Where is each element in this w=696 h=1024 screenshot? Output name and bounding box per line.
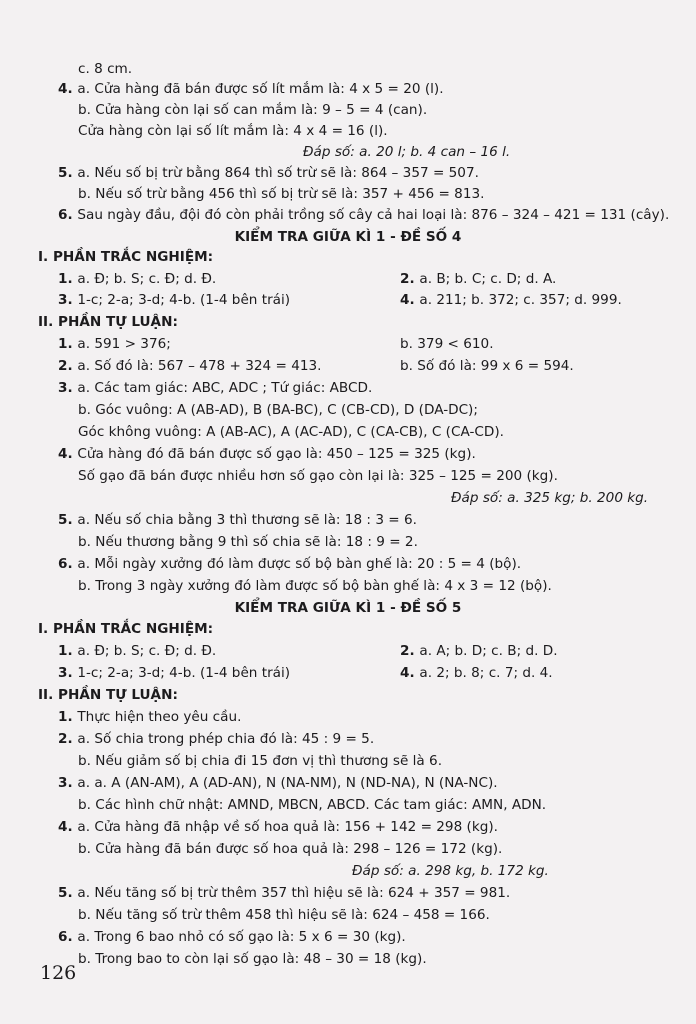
answer-line <box>58 664 290 682</box>
answer-line <box>78 185 484 203</box>
answer-line <box>78 533 418 551</box>
answer-line <box>38 313 178 331</box>
item-number: 2. <box>400 643 420 659</box>
answer-line <box>58 511 417 529</box>
answer-line <box>58 642 216 660</box>
answer-line <box>78 401 478 419</box>
answer-text: Số gạo đã bán được nhiều hơn số gạo còn lại là: 325 – 125 = 200 (kg). <box>78 468 558 484</box>
answer-text: b. Cửa hàng đã bán được số hoa quả là: 298 – 126 = 172 (kg). <box>78 841 503 857</box>
answer-text: a. Mỗi ngày xưởng đó làm được số bộ bàn ghế là: 20 : 5 = 4 (bộ). <box>77 556 522 572</box>
answer-line <box>38 248 213 266</box>
answer-text: b. Các hình chữ nhật: AMND, MBCN, ABCD. Các tam giác: AMN, ADN. <box>78 797 547 813</box>
answer-text: a. Cửa hàng đã bán được số lít mắm là: 4 x 5 = 20 (l). <box>77 81 444 97</box>
item-number: 4. <box>400 292 420 308</box>
answer-line <box>58 357 321 375</box>
answer-text: a. 2; b. 8; c. 7; d. 4. <box>419 665 553 681</box>
item-number: 2. <box>58 358 78 374</box>
answer-line-right <box>400 335 494 353</box>
answer-line <box>58 80 444 98</box>
answer-line <box>58 270 216 288</box>
answer-line <box>58 774 498 792</box>
item-number: 6. <box>58 207 78 223</box>
answer-line <box>78 122 388 140</box>
item-number: 5. <box>58 885 78 901</box>
answer-text: a. Nếu số chia bằng 3 thì thương sẽ là: 18 : 3 = 6. <box>77 512 417 528</box>
answer-line <box>78 60 132 78</box>
answer-line <box>38 686 178 704</box>
answer-line <box>58 708 241 726</box>
answer-text: a. 211; b. 372; c. 357; d. 999. <box>419 292 622 308</box>
answer-text: c. 8 cm. <box>78 61 133 77</box>
answer-line <box>58 818 498 836</box>
answer-text: Góc không vuông: A (AB-AC), A (AC-AD), C (CA-CB), C (CA-CD). <box>78 424 504 440</box>
answer-line <box>451 489 648 507</box>
item-number: 6. <box>58 556 78 572</box>
section-title: II. PHẦN TỰ LUẬN: <box>38 687 178 703</box>
item-number: 1. <box>58 271 78 287</box>
answer-text: b. 379 < 610. <box>400 336 494 352</box>
answer-line <box>58 445 476 463</box>
item-number: 2. <box>400 271 420 287</box>
item-number: 2. <box>58 731 78 747</box>
exam-heading: KIỂM TRA GIỮA KÌ 1 - ĐỀ SỐ 5 <box>234 600 462 616</box>
item-number: 3. <box>58 775 78 791</box>
section-title: II. PHẦN TỰ LUẬN: <box>38 314 178 330</box>
item-number: 4. <box>58 81 78 97</box>
answer-text: a. Số chia trong phép chia đó là: 45 : 9 = 5. <box>77 731 375 747</box>
answer-line <box>78 950 427 968</box>
item-number: 3. <box>58 380 78 396</box>
answer-line <box>78 752 442 770</box>
answer-text: b. Số đó là: 99 x 6 = 594. <box>400 358 574 374</box>
answer-line-right <box>400 357 574 375</box>
answer-line <box>58 730 374 748</box>
answer-text: b. Cửa hàng còn lại số can mắm là: 9 – 5 = 4 (can). <box>78 102 428 118</box>
answer-text: a. Đ; b. S; c. Đ; d. Đ. <box>77 271 217 287</box>
answer-line-right <box>400 291 622 309</box>
answer-text: a. B; b. C; c. D; d. A. <box>419 271 557 287</box>
answer-line <box>58 335 171 353</box>
answer-text: b. Trong bao to còn lại số gạo là: 48 – 30 = 18 (kg). <box>78 951 427 967</box>
answer-text: b. Trong 3 ngày xưởng đó làm được số bộ bàn ghế là: 4 x 3 = 12 (bộ). <box>78 578 552 594</box>
answer-line <box>78 906 490 924</box>
answer-line <box>58 928 406 946</box>
answer-text: b. Nếu thương bằng 9 thì số chia sẽ là: 18 : 9 = 2. <box>78 534 418 550</box>
answer-line <box>58 379 372 397</box>
answer-line <box>303 143 510 161</box>
answer-text: a. Trong 6 bao nhỏ có số gạo là: 5 x 6 = 30 (kg). <box>77 929 406 945</box>
answer-summary: Đáp số: a. 298 kg, b. 172 kg. <box>352 863 549 879</box>
answer-text: a. A; b. D; c. B; d. D. <box>419 643 558 659</box>
answer-text: b. Nếu số trừ bằng 456 thì số bị trừ sẽ là: 357 + 456 = 813. <box>78 186 485 202</box>
answer-text: a. 591 > 376; <box>77 336 171 352</box>
answer-text: a. Nếu số bị trừ bằng 864 thì số trừ sẽ là: 864 – 357 = 507. <box>77 165 479 181</box>
item-number: 4. <box>400 665 420 681</box>
answer-text: a. Số đó là: 567 – 478 + 324 = 413. <box>77 358 322 374</box>
answer-text: 1-c; 2-a; 3-d; 4-b. (1-4 bên trái) <box>77 665 291 681</box>
answer-text: a. a. A (AN-AM), A (AD-AN), N (NA-NM), N (ND-NA), N (NA-NC). <box>77 775 498 791</box>
answer-text: a. Cửa hàng đã nhập về số hoa quả là: 156 + 142 = 298 (kg). <box>77 819 498 835</box>
answer-text: b. Nếu tăng số trừ thêm 458 thì hiệu sẽ là: 624 – 458 = 166. <box>78 907 490 923</box>
item-number: 3. <box>58 665 78 681</box>
answer-summary: Đáp số: a. 325 kg; b. 200 kg. <box>451 490 649 506</box>
answer-line <box>58 206 669 224</box>
answer-line <box>78 577 552 595</box>
answer-line-right <box>400 664 553 682</box>
answer-line <box>78 840 502 858</box>
item-number: 5. <box>58 512 78 528</box>
answer-line <box>78 423 504 441</box>
answer-text: a. Các tam giác: ABC, ADC ; Tứ giác: ABCD. <box>77 380 373 396</box>
page-number: 126 <box>40 962 77 984</box>
answer-line <box>58 291 290 309</box>
answer-text: Cửa hàng còn lại số lít mắm là: 4 x 4 = 16 (l). <box>78 123 388 139</box>
answer-line-right <box>400 270 556 288</box>
answer-text: a. Đ; b. S; c. Đ; d. Đ. <box>77 643 217 659</box>
answer-line <box>58 884 510 902</box>
answer-line <box>58 164 479 182</box>
section-title: I. PHẦN TRẮC NGHIỆM: <box>38 621 214 637</box>
answer-line <box>352 862 549 880</box>
item-number: 6. <box>58 929 78 945</box>
answer-text: Thực hiện theo yêu cầu. <box>77 709 242 725</box>
answer-text: b. Góc vuông: A (AB-AD), B (BA-BC), C (CB-CD), D (DA-DC); <box>78 402 478 418</box>
item-number: 4. <box>58 819 78 835</box>
answer-line <box>78 101 427 119</box>
item-number: 3. <box>58 292 78 308</box>
answer-summary: Đáp số: a. 20 l; b. 4 can – 16 l. <box>303 144 511 160</box>
answer-line <box>78 467 558 485</box>
item-number: 1. <box>58 336 78 352</box>
item-number: 1. <box>58 643 78 659</box>
item-number: 1. <box>58 709 78 725</box>
answer-text: a. Nếu tăng số bị trừ thêm 357 thì hiệu sẽ là: 624 + 357 = 981. <box>77 885 511 901</box>
item-number: 5. <box>58 165 78 181</box>
answer-line <box>78 796 546 814</box>
answer-text: Cửa hàng đó đã bán được số gạo là: 450 – 125 = 325 (kg). <box>77 446 476 462</box>
answer-text: 1-c; 2-a; 3-d; 4-b. (1-4 bên trái) <box>77 292 291 308</box>
exam-heading: KIỂM TRA GIỮA KÌ 1 - ĐỀ SỐ 4 <box>234 229 462 245</box>
answer-line-right <box>400 642 558 660</box>
item-number: 4. <box>58 446 78 462</box>
section-title: I. PHẦN TRẮC NGHIỆM: <box>38 249 214 265</box>
answer-line <box>38 620 213 638</box>
answer-text: b. Nếu giảm số bị chia đi 15 đơn vị thì thương sẽ là 6. <box>78 753 443 769</box>
answer-text: Sau ngày đầu, đội đó còn phải trồng số cây cả hai loại là: 876 – 324 – 421 = 131 (cây). <box>77 207 670 223</box>
answer-line <box>58 555 521 573</box>
